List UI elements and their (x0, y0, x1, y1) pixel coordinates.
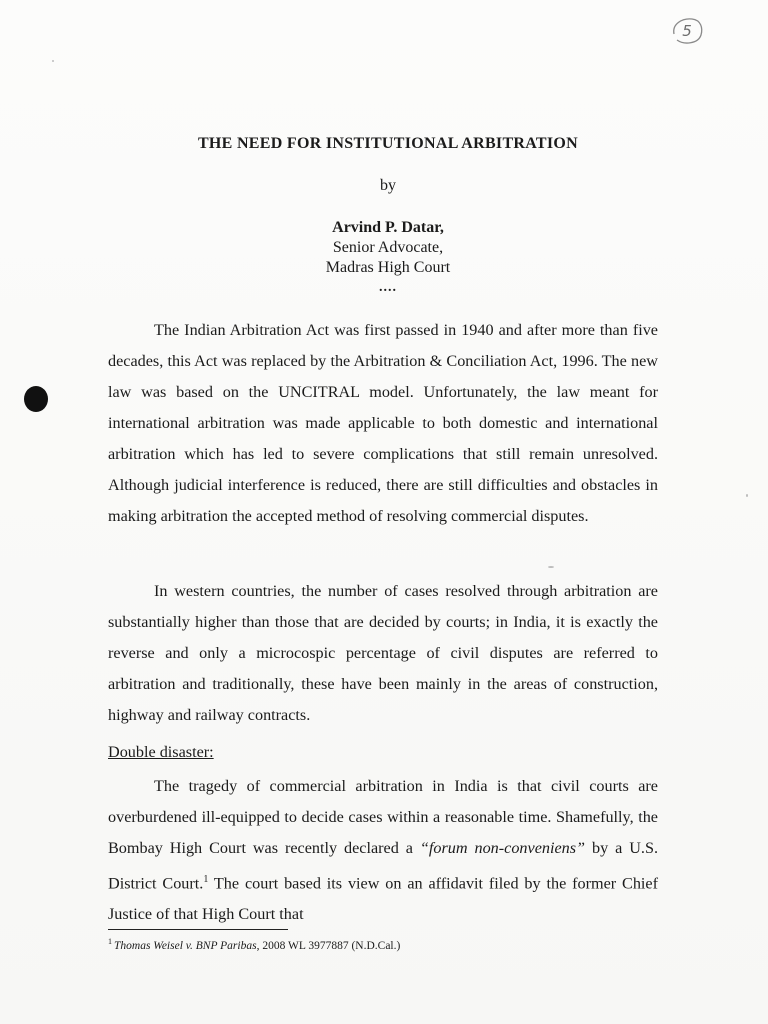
separator: .... (379, 280, 397, 295)
page-number: 5 (682, 22, 692, 40)
author-block (0, 218, 768, 278)
forum-phrase: “forum non-conveniens” (419, 839, 586, 857)
author-name: Arvind P. Datar, (332, 219, 444, 236)
paragraph-3 (108, 771, 658, 930)
paragraph-2: In western countries, the number of cases resolved through arbitration are substantially higher than those that are decided by courts; in India, it is exactly the reverse and only a microcospic percentage of civil disputes are referred to arbitration and traditionally, these have been mainly in the areas of construction, highway and railway contracts. (108, 582, 658, 724)
page-number-mark (668, 14, 706, 48)
paragraph-1: The Indian Arbitration Act was first passed in 1940 and after more than five decades, this Act was replaced by the Arbitration & Conciliation Act, 1996. The new law was based on the UNCITRAL model. Unfortunately, the law meant for international arbitration was made applicable to both domestic and international arbitration which has led to severe complications that still remain unresolved. Although judicial interference is reduced, there are still difficulties and obstacles in making arbitration the accepted method of resolving commercial disputes. (108, 321, 658, 525)
document-title: THE NEED FOR INSTITUTIONAL ARBITRATION (197, 135, 579, 152)
author-court: Madras High Court (325, 259, 451, 276)
author-role: Senior Advocate, (332, 239, 444, 256)
punch-hole (24, 386, 48, 412)
section-heading: Double disaster: (108, 743, 214, 761)
paragraph-3-text-b: by a U.S. District Court. (108, 839, 658, 893)
byline: by (380, 177, 396, 194)
scan-speck (746, 494, 748, 497)
footnote-citation: , 2008 WL 3977887 (N.D.Cal.) (256, 939, 401, 952)
paragraph-3-text-a: The tragedy of commercial arbitration in India is that civil courts are overburdened ill-equipped to decide cases within a reasonable time. Shamefully, the Bombay High Court was recently declared a (108, 777, 658, 857)
paragraph-3-text-c: The court based its view on an affidavit filed by the former Chief Justice of that High Court that (108, 874, 658, 924)
scan-speck (52, 60, 54, 62)
footnote-number: 1 (108, 937, 112, 946)
footnote (108, 937, 668, 952)
footnote-rule (108, 929, 288, 930)
scan-speck (548, 566, 554, 568)
footnote-ref: 1 (203, 874, 209, 885)
footnote-case: Thomas Weisel v. BNP Paribas (114, 939, 257, 952)
